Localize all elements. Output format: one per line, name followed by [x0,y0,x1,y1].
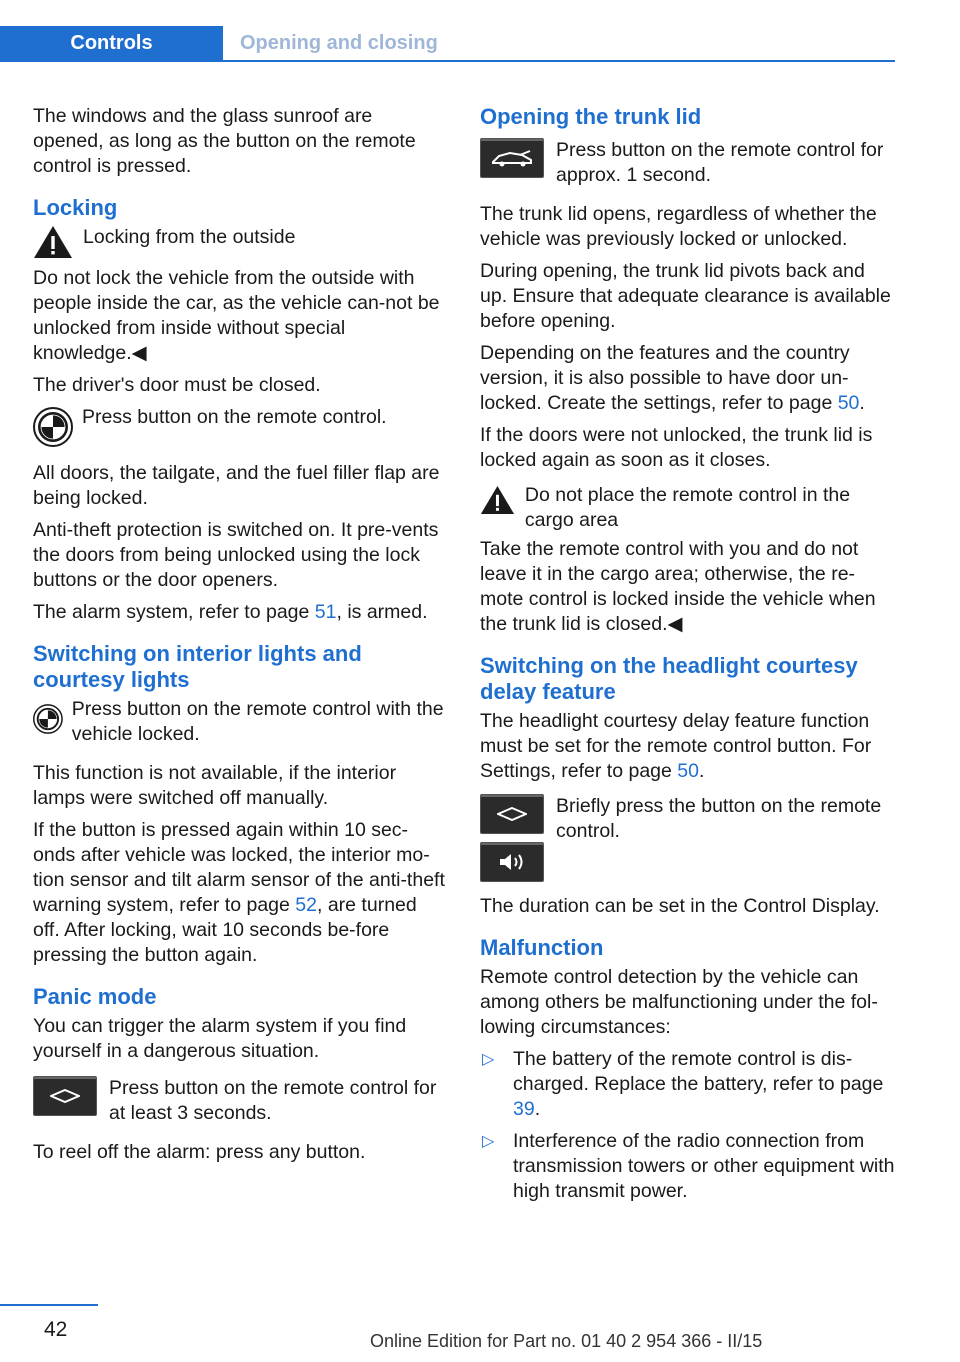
page-link-52[interactable]: 52 [295,894,317,916]
paragraph-headlight [480,709,895,784]
left-column [33,104,448,1172]
list-item [480,1129,895,1204]
features-text-end: . [859,392,865,414]
warning-cargo-title: Do not place the remote control in the cargo area [524,484,851,531]
bullet-marker-icon: ▷ [482,1051,495,1068]
page-link-50[interactable]: 50 [677,760,699,782]
paragraph-alarm [33,600,448,625]
paragraph-press-again [33,818,448,968]
lock-button-row [33,405,448,447]
panic-button-row [33,1076,448,1126]
headlight-press-text: Briefly press the button on the remote control. [556,795,882,842]
bmw-lock-button-icon [33,407,73,447]
headlight-text-end: . [699,760,705,782]
header-divider [0,60,895,62]
paragraph-antitheft: Anti-theft protection is switched on. It pre-vents the doors from being unlocked using the lock buttons or the door openers. [33,519,439,591]
page-header [0,0,895,62]
trunk-button-row [480,138,895,188]
paragraph-features [480,341,895,416]
heading-panic-mode: Panic mode [33,984,157,1009]
heading-interior-lights: Switching on interior lights and courtesy lights [33,641,362,692]
paragraph-panic: You can trigger the alarm system if you find yourself in a dangerous situation. [33,1015,407,1062]
bullet-text: The battery of the remote control is dis-charged. Replace the battery, refer to page [513,1048,884,1095]
paragraph-trunk-opens: The trunk lid opens, regardless of whether the vehicle was previously locked or unlocked. [480,203,877,250]
paragraph-all-doors: All doors, the tailgate, and the fuel filler flap are being locked. [33,462,440,509]
heading-trunk-lid: Opening the trunk lid [480,104,702,129]
paragraph-trunk-pivots: During opening, the trunk lid pivots back and up. Ensure that adequate clearance is available before opening. [480,260,891,332]
paragraph-malfunction: Remote control detection by the vehicle can among others be malfunctioning under the fol-lowing circumstances: [480,966,878,1038]
features-text: Depending on the features and the country version, it is also possible to have door un-locked. Create the settings, refer to page [480,342,850,414]
remote-trunk-button-icon [480,138,544,178]
interior-press-text: Press button on the remote control with the vehicle locked. [71,698,444,745]
page-link-50[interactable]: 50 [837,392,860,414]
interior-button-row [33,697,448,747]
press-again-text-end: , are turned off. After locking, wait 10 seconds be-fore pressing the button again. [33,894,417,966]
remote-panic-button-icon [33,1076,97,1116]
footer-divider [0,1304,98,1306]
remote-diamond-button-icon [480,794,544,834]
alarm-text: The alarm system, refer to page [33,601,315,623]
page-number: 42 [44,1318,68,1341]
lock-press-text: Press button on the remote control. [82,406,387,428]
paragraph-driver-door: The driver's door must be closed. [33,374,321,396]
warning-cargo [480,483,895,533]
warning-locking [33,225,448,259]
page-link-39[interactable]: 39 [513,1098,535,1120]
paragraph-windows: The windows and the glass sunroof are opened, as long as the button on the remote control is pressed. [33,105,416,177]
malfunction-list [480,1047,895,1204]
headlight-button-row [480,794,895,882]
section-tab-controls[interactable]: Controls [0,26,223,61]
bmw-lock-button-icon [33,699,63,739]
edition-text: Online Edition for Part no. 01 40 2 954 366 - II/15 [370,1331,763,1351]
warning-cargo-body: Take the remote control with you and do not leave it in the cargo area; otherwise, the re-mote control is locked inside the vehicle when the trunk lid is closed.◀ [480,538,876,635]
warning-locking-body: Do not lock the vehicle from the outside with people inside the car, as the vehicle can-not be unlocked from inside without special knowledge.◀ [33,267,440,364]
trunk-press-text: Press button on the remote control for approx. 1 second. [556,139,884,186]
headlight-text: The headlight courtesy delay feature function must be set for the remote control button. For Settings, refer to page [480,710,872,782]
panic-press-text: Press button on the remote control for at least 3 seconds. [109,1077,437,1124]
warning-triangle-icon [33,225,73,259]
remote-speaker-button-icon [480,842,544,882]
heading-malfunction: Malfunction [480,935,604,960]
right-column [480,104,895,1211]
heading-headlight-delay: Switching on the headlight courtesy delay feature [480,653,858,704]
page-link-51[interactable]: 51 [314,601,337,623]
press-again-text: If the button is pressed again within 10 sec-onds after vehicle was locked, the interior mo-tion sensor and tilt alarm sensor of the anti-theft warning system, refer to page [33,819,445,916]
paragraph-not-unlocked: If the doors were not unlocked, the trunk lid is locked again as soon as it closes. [480,424,873,471]
bullet-text-end: . [534,1098,541,1120]
bullet-marker-icon: ▷ [482,1133,495,1150]
heading-locking: Locking [33,195,118,220]
list-item [480,1047,895,1122]
section-tab-opening-closing[interactable]: Opening and closing [240,32,438,54]
bullet-text: Interference of the radio connection from transmission towers or other equipment with high transmit power. [513,1130,895,1202]
alarm-text-end: , is armed. [336,601,428,623]
paragraph-reel-off: To reel off the alarm: press any button. [33,1141,366,1163]
warning-triangle-icon [480,483,515,517]
paragraph-not-available: This function is not available, if the interior lamps were switched off manually. [33,762,397,809]
warning-locking-title: Locking from the outside [83,226,296,248]
paragraph-duration: The duration can be set in the Control Display. [480,895,880,917]
